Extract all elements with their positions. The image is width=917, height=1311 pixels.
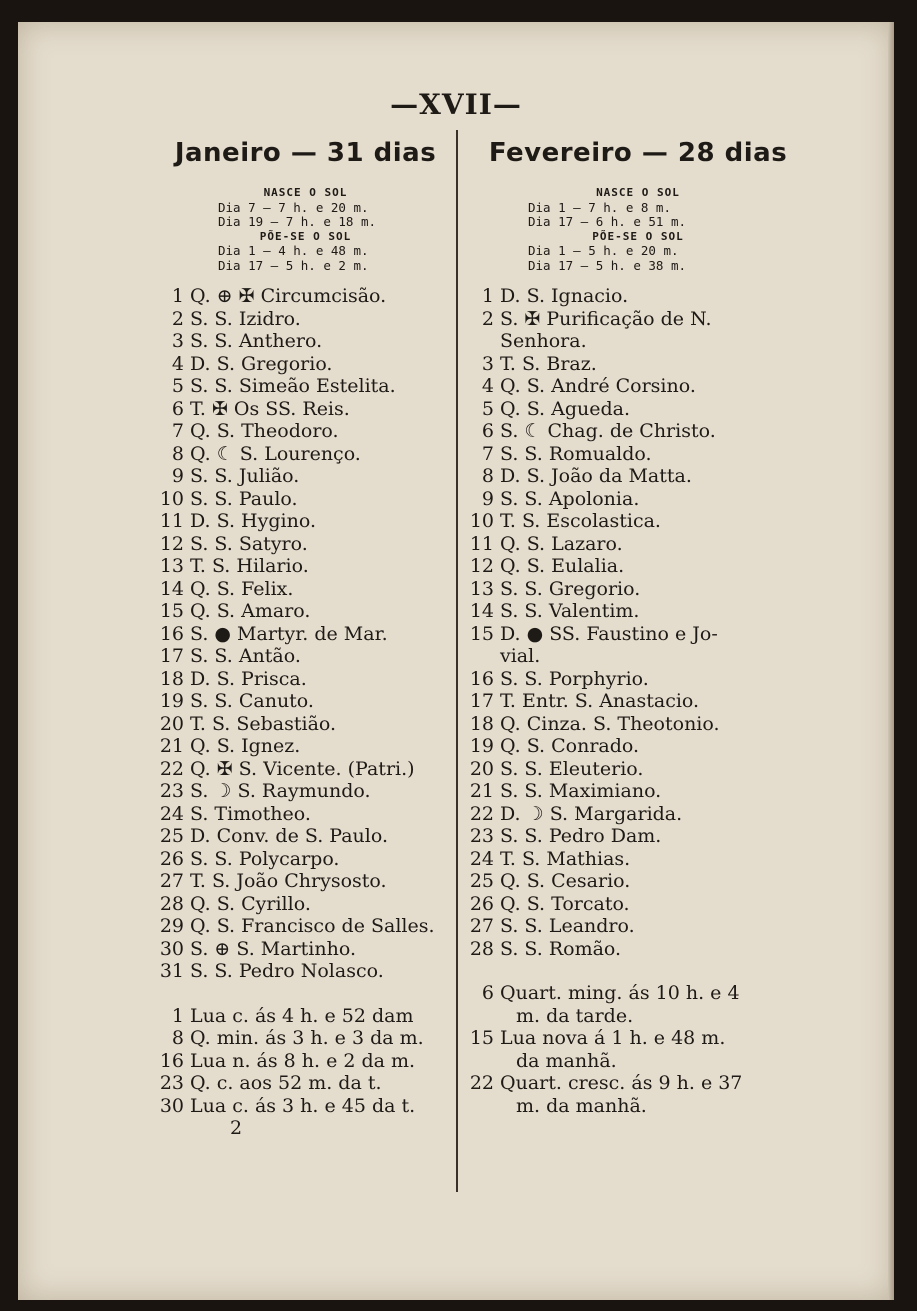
day-entry-text: S. S. Maximiano. [500,780,662,802]
day-entry-number: 13 [469,577,494,600]
day-entry-text: S. S. Valentim. [500,600,640,622]
moon-phase-entry [158,1095,453,1118]
day-entry-number: 1 [171,285,184,307]
day-entry-text: S. ● Martyr. de Mar. [190,622,388,645]
day-entry-text: S. S. Polycarpo. [190,847,340,870]
day-entry [468,533,808,556]
moon-phase-entry-continuation: da manhã. [516,1049,617,1072]
day-entry [158,848,453,871]
page [18,22,894,1300]
day-entry [468,623,808,668]
day-entry [158,533,453,556]
day-entry [468,510,808,533]
sunrise-row: Dia 17 — 6 h. e 51 m. [528,214,687,229]
moon-phase-entry-number: 15 [469,1027,494,1049]
day-entry [468,465,808,488]
day-entry-number: 8 [481,465,494,487]
day-entry [158,600,453,623]
day-entry-number: 14 [469,600,494,622]
day-entry-text: Q. S. Felix. [190,577,294,600]
day-entry-continuation: vial. [500,645,541,667]
day-entry [468,668,808,691]
day-entry-text: S. S. Canuto. [190,690,314,712]
day-entry-text: S. S. Gregorio. [500,577,641,600]
day-entry [158,893,453,916]
day-entry-number: 2 [481,307,494,330]
day-entry [468,870,808,893]
day-entry [468,690,808,713]
day-entry-number: 6 [481,420,494,442]
moon-phase-entry-text: Q. c. aos 52 m. da t. [190,1072,382,1094]
day-entry-number: 4 [481,375,494,397]
day-entry-number: 1 [481,285,494,307]
day-entry-text: Q. S. Eulalia. [500,555,625,577]
moon-phase-entry-number: 23 [159,1072,184,1094]
moon-phase-entry-number: 30 [159,1094,184,1117]
day-entry-number: 17 [159,645,184,667]
moon-phase-entry [158,1027,453,1050]
day-entry [158,375,453,398]
day-entry-number: 27 [159,870,184,892]
day-entry-text: Q. S. Amaro. [190,600,311,622]
sunset-heading: PÕE-SE O SOL [592,229,684,243]
moon-phase-entry-text: Quart. ming. ás 10 h. e 4 [500,982,740,1004]
page-number: —XVII— [390,88,522,121]
day-entry-text: S. S. Julião. [190,465,300,487]
day-entry-number: 31 [159,960,184,982]
day-entry-number: 23 [469,825,494,847]
day-entry-text: S. S. Antão. [190,645,301,667]
moon-phase-entry-text: Lua n. ás 8 h. e 2 da m. [190,1049,416,1072]
day-entry-number: 21 [469,780,494,802]
day-entry [158,870,453,893]
moon-phase-entry-text: Lua nova á 1 h. e 48 m. [500,1027,726,1049]
day-entry-number: 5 [171,375,184,397]
day-entry-text: S. S. Satyro. [190,532,308,555]
moon-phase-entry [468,982,808,1027]
day-entry [158,915,453,938]
day-entry-text: Q. S. Lazaro. [500,532,623,555]
day-entry-text: S. S. Simeão Estelita. [190,375,396,397]
day-entry-text: Q. Cinza. S. Theotonio. [500,712,720,735]
moon-phase-entry-text: Quart. cresc. ás 9 h. e 37 [500,1072,743,1094]
day-entry [468,848,808,871]
february-column [468,130,808,1117]
day-entry-number: 30 [159,937,184,960]
day-entry-text: Q. S. Theodoro. [190,420,339,442]
day-entry [468,600,808,623]
day-entry [158,420,453,443]
day-entry-text: T. S. João Chrysosto. [190,870,387,892]
day-entry-text: S. ⊕ S. Martinho. [190,937,356,960]
day-entry [468,555,808,578]
day-entry-number: 18 [469,712,494,735]
day-entry-text: S. ☽ S. Raymundo. [190,780,371,802]
day-entry-number: 28 [159,892,184,915]
day-entry-number: 5 [481,397,494,420]
day-entry-text: D. S. João da Matta. [500,465,692,487]
january-days-list [158,285,453,983]
day-entry [158,803,453,826]
day-entry [158,578,453,601]
day-entry [468,735,808,758]
day-entry [158,938,453,961]
day-entry-number: 18 [159,667,184,690]
signature-mark: 2 [230,1117,243,1139]
day-entry-text: Q. S. André Corsino. [500,375,696,397]
day-entry-text: T. ✠ Os SS. Reis. [190,397,350,420]
day-entry-text: Q. S. Cesario. [500,870,631,892]
sunset-row: Dia 1 — 4 h. e 48 m. [218,243,369,258]
moon-phase-entry-text: Q. min. ás 3 h. e 3 da m. [190,1027,424,1049]
day-entry [158,668,453,691]
day-entry [158,488,453,511]
day-entry [468,308,808,353]
day-entry-number: 7 [171,420,184,442]
day-entry [468,758,808,781]
page-edge [888,22,894,1300]
day-entry-text: T. S. Hilario. [190,555,309,577]
moon-phase-entry-number: 8 [171,1027,184,1049]
day-entry [158,465,453,488]
day-entry-text: Q. S. Cyrillo. [190,892,311,915]
day-entry-text: S. S. Leandro. [500,915,635,937]
day-entry-text: D. ● SS. Faustino e Jo- [500,622,718,645]
day-entry-text: D. S. Hygino. [190,510,316,532]
day-entry-text: Q. ✠ S. Vicente. (Patri.) [190,757,415,780]
day-entry-text: S. S. Porphyrio. [500,667,649,690]
day-entry-text: T. S. Escolastica. [500,510,661,532]
day-entry-text: Q. S. Ignez. [190,735,301,757]
day-entry-text: Q. S. Torcato. [500,892,630,915]
day-entry-text: S. ☾ Chag. de Christo. [500,420,716,442]
day-entry-text: D. S. Gregorio. [190,352,333,375]
day-entry-number: 24 [469,847,494,870]
day-entry-text: S. S. Apolonia. [500,487,640,510]
day-entry-number: 8 [171,442,184,465]
day-entry-text: S. S. Romualdo. [500,442,652,465]
day-entry [468,353,808,376]
day-entry [468,285,808,308]
day-entry-text: D. ☽ S. Margarida. [500,802,683,825]
day-entry [158,623,453,646]
moon-phase-entry-text: Lua c. ás 4 h. e 52 dam [190,1004,414,1027]
day-entry [468,803,808,826]
february-title: Fevereiro — 28 dias [488,138,788,168]
day-entry [158,398,453,421]
moon-phase-entry-continuation: m. da tarde. [516,1004,634,1027]
sunrise-heading: NASCE O SOL [596,186,680,199]
day-entry-number: 28 [469,937,494,960]
sunset-heading: PÕE-SE O SOL [259,229,352,243]
day-entry-number: 24 [159,802,184,825]
day-entry [158,510,453,533]
day-entry-text: Q. S. Francisco de Salles. [190,915,435,937]
day-entry-text: S. S. Paulo. [190,487,298,510]
day-entry-text: T. S. Mathias. [500,847,631,870]
day-entry-text: S. S. Pedro Dam. [500,825,662,847]
january-sun-table [158,186,453,273]
day-entry [468,375,808,398]
day-entry-text: S. S. Izidro. [190,307,301,330]
day-entry-number: 6 [171,397,184,420]
day-entry-number: 22 [469,802,494,825]
day-entry [468,713,808,736]
day-entry [158,758,453,781]
day-entry-number: 3 [171,330,184,352]
day-entry-number: 10 [469,510,494,532]
day-entry-number: 11 [159,510,184,532]
february-days-list [468,285,808,960]
day-entry-number: 16 [159,622,184,645]
day-entry [158,825,453,848]
day-entry-text: T. Entr. S. Anastacio. [500,690,700,712]
day-entry-number: 27 [469,915,494,937]
day-entry [158,308,453,331]
moon-phase-entry-continuation: m. da manhã. [516,1094,647,1117]
day-entry-number: 4 [171,352,184,375]
day-entry [468,443,808,466]
day-entry-text: D. S. Ignacio. [500,285,629,307]
day-entry [158,555,453,578]
day-entry [468,578,808,601]
moon-phase-entry [468,1027,808,1072]
day-entry [468,420,808,443]
day-entry-text: T. S. Braz. [500,352,597,375]
february-sun-table [468,186,808,273]
day-entry-number: 2 [171,307,184,330]
day-entry [158,960,453,983]
february-moon-phases [468,982,808,1117]
day-entry-number: 25 [469,870,494,892]
day-entry [158,285,453,308]
day-entry-number: 25 [159,825,184,847]
day-entry-text: S. S. Anthero. [190,330,323,352]
moon-phase-entry [158,1005,453,1028]
day-entry [158,690,453,713]
day-entry-number: 15 [159,600,184,622]
day-entry-text: Q. ⊕ ✠ Circumcisão. [190,285,387,307]
day-entry-number: 22 [159,757,184,780]
moon-phase-entry-number: 16 [159,1049,184,1072]
day-entry-number: 9 [171,465,184,487]
day-entry [468,938,808,961]
day-entry [158,645,453,668]
january-moon-phases [158,1005,453,1118]
day-entry-text: Q. ☾ S. Lourenço. [190,442,361,465]
day-entry-number: 19 [469,735,494,757]
day-entry-number: 14 [159,577,184,600]
day-entry-text: Q. S. Conrado. [500,735,640,757]
day-entry-number: 7 [481,442,494,465]
day-entry [468,915,808,938]
day-entry [468,398,808,421]
day-entry-number: 3 [481,352,494,375]
sunrise-row: Dia 1 — 7 h. e 8 m. [528,199,671,215]
day-entry-number: 9 [481,487,494,510]
day-entry-number: 20 [469,757,494,780]
day-entry-number: 15 [469,622,494,645]
day-entry [158,713,453,736]
day-entry-number: 23 [159,780,184,802]
day-entry-number: 16 [469,667,494,690]
day-entry-text: D. Conv. de S. Paulo. [190,825,388,847]
day-entry-text: T. S. Sebastião. [190,712,337,735]
day-entry-number: 19 [159,690,184,712]
day-entry-text: S. ✠ Purificação de N. [500,307,712,330]
sunset-row: Dia 17 — 5 h. e 2 m. [218,257,369,273]
day-entry [158,330,453,353]
day-entry-text: S. S. Pedro Nolasco. [190,960,384,982]
sunrise-heading: NASCE O SOL [263,186,348,199]
day-entry-text: S. Timotheo. [190,802,311,825]
moon-phase-entry-text: Lua c. ás 3 h. e 45 da t. [190,1094,416,1117]
day-entry-text: D. S. Prisca. [190,667,307,690]
moon-phase-entry [158,1072,453,1095]
moon-phase-entry [468,1072,808,1117]
day-entry-number: 10 [159,487,184,510]
day-entry-number: 20 [159,712,184,735]
day-entry-number: 26 [159,847,184,870]
day-entry-number: 26 [469,892,494,915]
day-entry-number: 12 [159,532,184,555]
day-entry-text: S. S. Romão. [500,937,622,960]
day-entry-number: 11 [469,532,494,555]
day-entry [468,825,808,848]
day-entry-text: S. S. Eleuterio. [500,757,644,780]
day-entry-number: 17 [469,690,494,712]
day-entry-number: 13 [159,555,184,577]
day-entry-continuation: Senhora. [500,330,587,352]
moon-phase-entry [158,1050,453,1073]
sunset-row: Dia 1 — 5 h. e 20 m. [528,243,679,258]
january-column [158,130,453,1139]
day-entry [158,780,453,803]
day-entry [158,443,453,466]
moon-phase-entry-number: 1 [171,1004,184,1027]
day-entry [468,488,808,511]
moon-phase-entry-number: 22 [469,1072,494,1094]
day-entry-number: 12 [469,555,494,577]
sunrise-row: Dia 19 — 7 h. e 18 m. [218,214,377,229]
january-title: Janeiro — 31 dias [174,138,437,168]
day-entry-text: Q. S. Agueda. [500,397,631,420]
day-entry-number: 21 [159,735,184,757]
day-entry [468,780,808,803]
day-entry [158,735,453,758]
day-entry [468,893,808,916]
column-divider [456,130,458,1192]
sunset-row: Dia 17 — 5 h. e 38 m. [528,257,687,273]
sunrise-row: Dia 7 — 7 h. e 20 m. [218,199,369,215]
day-entry-number: 29 [159,915,184,937]
moon-phase-entry-number: 6 [481,982,494,1004]
day-entry [158,353,453,376]
